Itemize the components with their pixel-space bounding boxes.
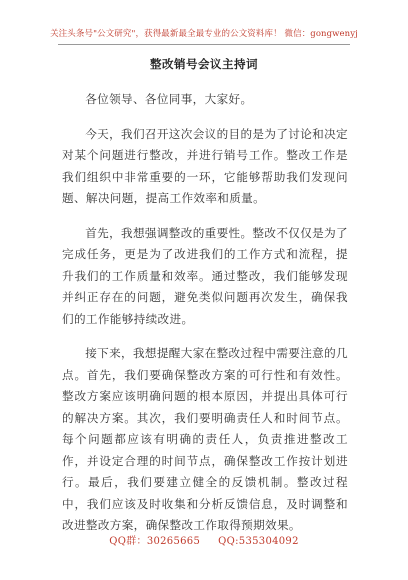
header-divider: [58, 44, 350, 45]
document-title: 整改销号会议主持词: [150, 57, 258, 71]
qq-number: QQ:535304092: [218, 536, 299, 547]
qq-group-number: QQ群：30265665: [109, 536, 201, 547]
paragraph-greeting: 各位领导、各位同事，大家好。: [85, 92, 253, 106]
paragraph-importance: 首先，我想强调整改的重要性。整改不仅仅是为了完成任务，更是为了改进我们的工作方式和流程，提升我们的工作质量和效率。通过整改，我们能够发现并纠正存在的问题，避免类似问题再次发生，确保我们的工作能够持续改进。: [62, 225, 348, 326]
footer-contact: [0, 532, 408, 547]
paragraph-key-points: 接下来，我想提醒大家在整改过程中需要注意的几点。首先，我们要确保整改方案的可行性和有效性。整改方案应该明确问题的根本原因，并提出具体可行的解决方案。其次，我们要明确责任人和时间节点。每个问题都应该有明确的责任人，负责推进整改工作，并设定合理的时间节点，确保整改工作按计划进行。最后，我们要建立健全的反馈机制。整改过程中，我们应该及时收集和分析反馈信息，及时调整和改进整改方案，确保整改工作取得预期效果。: [62, 346, 348, 532]
paragraph-purpose: 今天，我们召开这次会议的目的是为了讨论和决定对某个问题进行整改，并进行销号工作。整改工作是我们组织中非常重要的一环，它能够帮助我们发现问题、解决问题，提高工作效率和质量。: [62, 126, 348, 205]
document-body: [62, 89, 348, 550]
header-banner: 关注头条号"公文研究"，获得最新最全最专业的公文资料库！ 微信：gongwenyj: [50, 29, 358, 39]
